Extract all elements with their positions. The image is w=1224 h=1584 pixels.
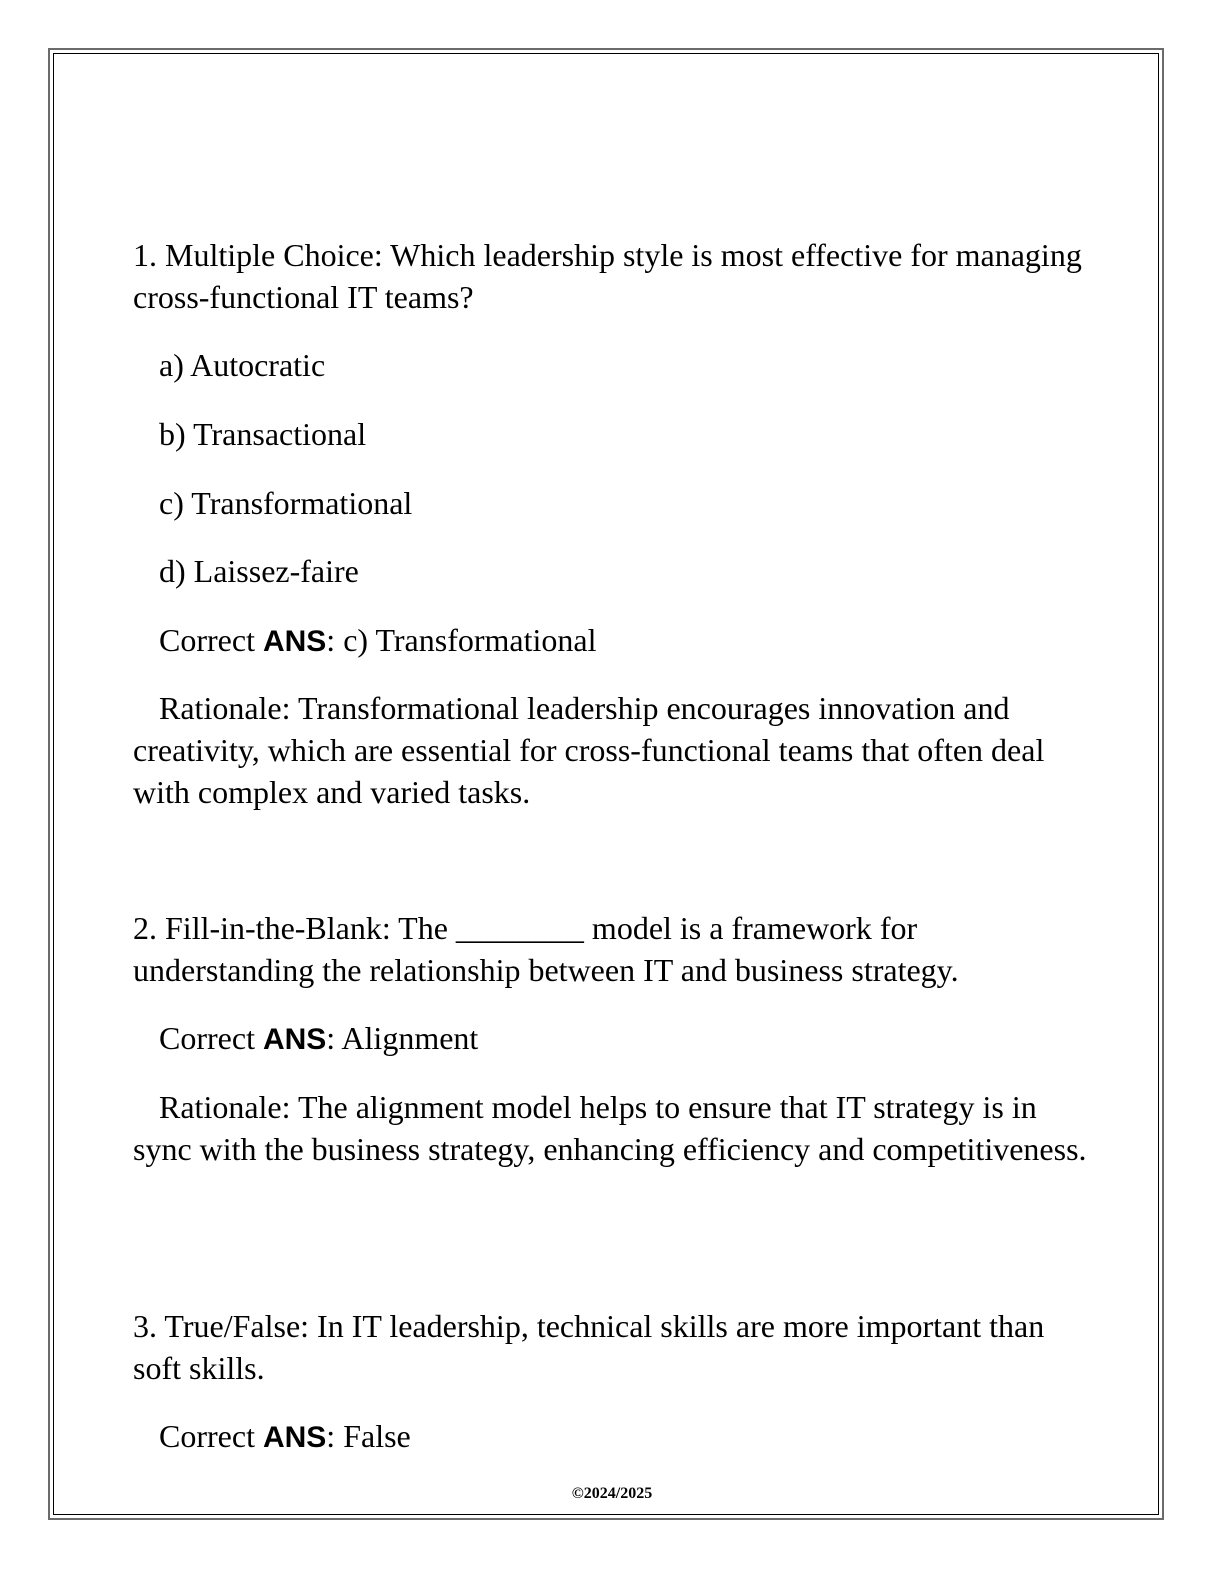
question-1-rationale: Rationale: Transformational leadership encourages innovation and creativity, which are essential for cross-functional teams that often deal with complex and varied tasks. [133, 690, 1045, 810]
answer-prefix: Correct [159, 1020, 263, 1056]
answer-value: : Alignment [326, 1020, 479, 1056]
copyright-footer: ©2024/2025 [571, 1485, 653, 1502]
question-3-prompt: 3. True/False: In IT leadership, technical skills are more important than soft skills. [133, 1308, 1045, 1386]
question-1-option-b: b) Transactional [159, 416, 367, 452]
question-1-answer [133, 619, 1093, 663]
question-1-prompt: 1. Multiple Choice: Which leadership style is most effective for managing cross-functional IT teams? [133, 237, 1082, 315]
answer-prefix: Correct [159, 1418, 263, 1454]
question-1-option-c: c) Transformational [159, 485, 413, 521]
answer-value: : c) Transformational [326, 622, 597, 658]
answer-key: ANS [262, 625, 327, 658]
question-2-answer [133, 1017, 1093, 1061]
answer-key: ANS [262, 1421, 327, 1454]
question-1-option-d: d) Laissez-faire [159, 553, 359, 589]
question-2-rationale: Rationale: The alignment model helps to ensure that IT strategy is in sync with the business strategy, enhancing efficiency and competitiveness. [133, 1089, 1087, 1167]
answer-value: : False [326, 1418, 411, 1454]
question-2-prompt: 2. Fill-in-the-Blank: The ________ model is a framework for understanding the relationship between IT and business strategy. [133, 910, 959, 988]
question-1-option-a: a) Autocratic [159, 347, 326, 383]
question-3-answer [133, 1415, 1093, 1459]
answer-prefix: Correct [159, 622, 263, 658]
answer-key: ANS [262, 1023, 327, 1056]
